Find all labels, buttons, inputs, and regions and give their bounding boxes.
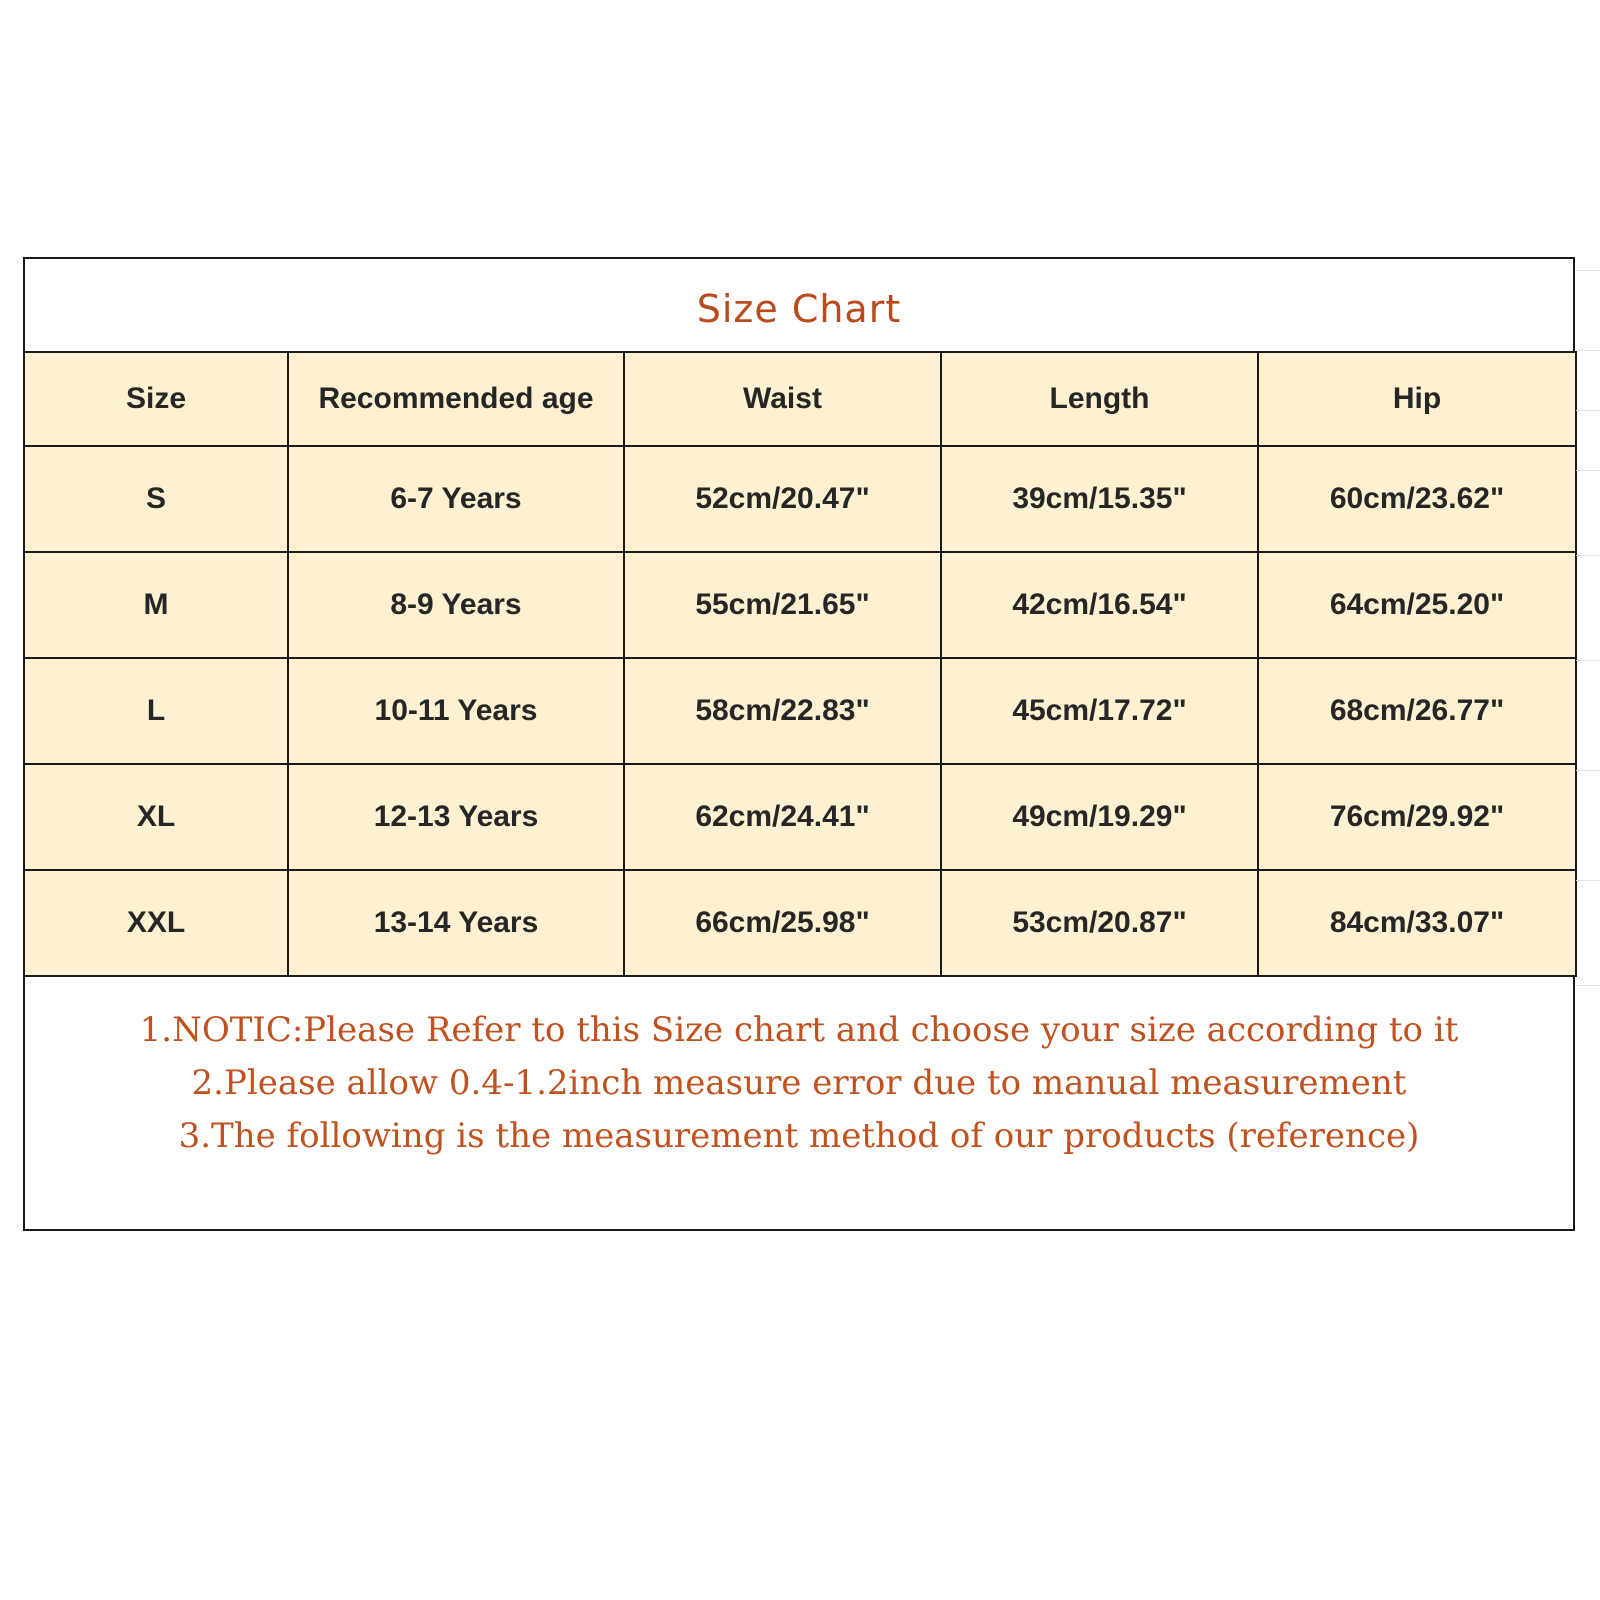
table-row	[24, 552, 1576, 658]
cell-hip: 68cm/26.77"	[1258, 658, 1576, 764]
table-row	[24, 764, 1576, 870]
table-row	[24, 446, 1576, 552]
header-length: Length	[941, 352, 1258, 446]
title-bar	[25, 259, 1573, 353]
chart-title: Size Chart	[696, 287, 902, 331]
cell-recommended-age: 8-9 Years	[288, 552, 624, 658]
cell-hip: 84cm/33.07"	[1258, 870, 1576, 976]
cell-length: 42cm/16.54"	[941, 552, 1258, 658]
note-line-1: 1.NOTIC:Please Refer to this Size chart and choose your size according to it	[139, 1010, 1459, 1050]
table-header-row	[24, 352, 1576, 446]
cell-size: XXL	[24, 870, 288, 976]
note-line-2: 2.Please allow 0.4-1.2inch measure error due to manual measurement	[191, 1063, 1407, 1103]
cell-waist: 66cm/25.98"	[624, 870, 941, 976]
cell-waist: 52cm/20.47"	[624, 446, 941, 552]
cell-size: S	[24, 446, 288, 552]
header-size: Size	[24, 352, 288, 446]
size-table	[23, 351, 1577, 977]
header-hip: Hip	[1258, 352, 1576, 446]
notes-block	[25, 1004, 1573, 1163]
size-chart	[23, 257, 1575, 1231]
note-line-3: 3.The following is the measurement method of our products (reference)	[178, 1116, 1420, 1156]
cell-waist: 55cm/21.65"	[624, 552, 941, 658]
cell-size: L	[24, 658, 288, 764]
table-row	[24, 658, 1576, 764]
cell-size: XL	[24, 764, 288, 870]
cell-waist: 58cm/22.83"	[624, 658, 941, 764]
cell-length: 45cm/17.72"	[941, 658, 1258, 764]
cell-hip: 60cm/23.62"	[1258, 446, 1576, 552]
edge-decoration	[1576, 240, 1600, 1000]
cell-recommended-age: 13-14 Years	[288, 870, 624, 976]
cell-length: 39cm/15.35"	[941, 446, 1258, 552]
header-waist: Waist	[624, 352, 941, 446]
cell-length: 53cm/20.87"	[941, 870, 1258, 976]
table-row	[24, 870, 1576, 976]
cell-hip: 64cm/25.20"	[1258, 552, 1576, 658]
cell-length: 49cm/19.29"	[941, 764, 1258, 870]
cell-hip: 76cm/29.92"	[1258, 764, 1576, 870]
cell-waist: 62cm/24.41"	[624, 764, 941, 870]
cell-recommended-age: 6-7 Years	[288, 446, 624, 552]
cell-recommended-age: 10-11 Years	[288, 658, 624, 764]
header-recommended-age: Recommended age	[288, 352, 624, 446]
cell-size: M	[24, 552, 288, 658]
cell-recommended-age: 12-13 Years	[288, 764, 624, 870]
